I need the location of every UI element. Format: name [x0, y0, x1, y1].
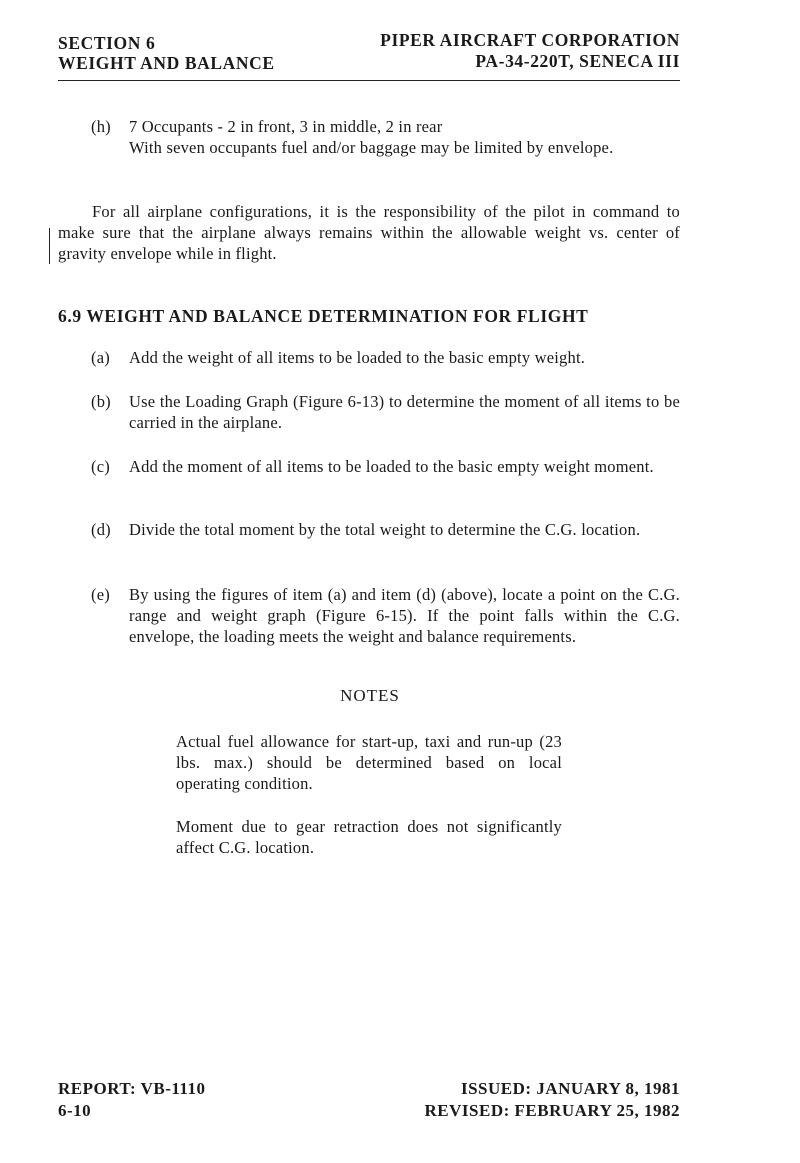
step-label: (b) [91, 392, 111, 411]
step-label: (c) [91, 457, 110, 476]
note-gear-retraction: Moment due to gear retraction does not significantly affect C.G. location. [176, 817, 562, 857]
note-fuel-allowance: Actual fuel allowance for start-up, taxi and run-up (23 lbs. max.) should be determined based on local operating condition. [176, 732, 562, 793]
step-label: (a) [91, 348, 110, 367]
report-number: REPORT: VB-1110 [58, 1079, 206, 1098]
section-number: SECTION 6 [58, 33, 156, 53]
section-heading: 6.9 WEIGHT AND BALANCE DETERMINATION FOR FLIGHT [58, 306, 589, 326]
step-a [91, 347, 680, 368]
step-text: Divide the total moment by the total weight to determine the C.G. location. [129, 520, 641, 539]
header-company [380, 30, 680, 72]
step-text: By using the figures of item (a) and item (d) (above), locate a point on the C.G. range and weight graph (Figure 6-15). If the point falls within the C.G. envelope, the loading meets the weight and balance requirements. [129, 585, 680, 646]
footer-report [58, 1078, 205, 1122]
revision-bar [49, 228, 50, 264]
step-text: Add the weight of all items to be loaded to the basic empty weight. [129, 348, 586, 367]
step-b [91, 391, 680, 433]
aircraft-model: PA-34-220T, SENECA III [475, 51, 680, 71]
list-item-text: With seven occupants fuel and/or baggage may be limited by envelope. [129, 138, 614, 157]
footer-dates [425, 1078, 680, 1122]
company-name: PIPER AIRCRAFT CORPORATION [380, 30, 680, 50]
page-number: 6-10 [58, 1101, 92, 1120]
revised-date: REVISED: FEBRUARY 25, 1982 [424, 1101, 680, 1120]
step-text: Use the Loading Graph (Figure 6-13) to determine the moment of all items to be carried in the airplane. [129, 392, 680, 432]
step-e [91, 584, 680, 647]
pilot-responsibility-paragraph: For all airplane configurations, it is the responsibility of the pilot in command to make sure that the airplane always remains within the allowable weight vs. center of gravity envelope while in flight. [58, 202, 680, 263]
list-item-line: 7 Occupants - 2 in front, 3 in middle, 2 in rear [129, 117, 443, 136]
list-item-label: (h) [91, 117, 111, 136]
step-label: (d) [91, 520, 111, 539]
step-text: Add the moment of all items to be loaded to the basic empty weight moment. [129, 457, 654, 476]
issued-date: ISSUED: JANUARY 8, 1981 [460, 1079, 680, 1098]
step-c [91, 456, 680, 477]
header-divider [58, 80, 680, 81]
header-section [58, 33, 275, 73]
step-label: (e) [91, 585, 110, 604]
step-d [91, 519, 680, 540]
list-item-h [91, 116, 680, 158]
section-title: WEIGHT AND BALANCE [58, 53, 275, 73]
notes-title: NOTES [340, 686, 400, 705]
